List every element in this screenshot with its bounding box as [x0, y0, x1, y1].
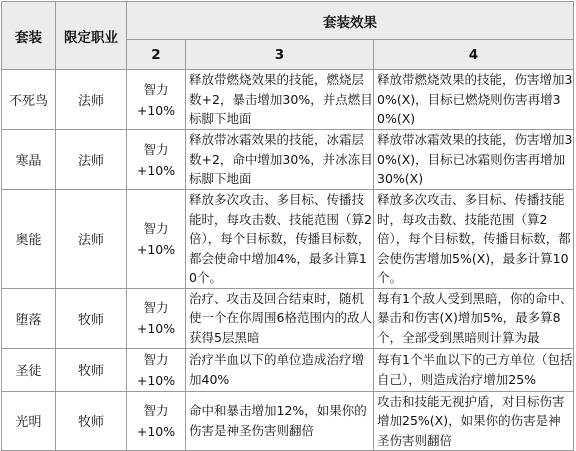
header-four-piece: 4 [374, 40, 574, 70]
table-row [2, 288, 574, 348]
header-three-piece: 3 [186, 40, 374, 70]
set-name: 光明 [2, 391, 56, 451]
set-class: 法师 [56, 130, 127, 190]
two-piece-bonus [127, 190, 186, 289]
header-set: 套装 [2, 2, 56, 70]
three-piece-bonus: 释放带冰霜效果的技能，冰霜层数+2，命中增加30%，并冰冻目标脚下地面 [186, 130, 374, 190]
two-piece-stat: 智力 [143, 351, 169, 367]
table-row [2, 348, 574, 391]
set-class: 牧师 [56, 348, 127, 391]
three-piece-bonus: 治疗、攻击及回合结束时，随机使一个在你周围6格范围内的敌人获得5层黑暗 [186, 288, 374, 348]
two-piece-bonus [127, 130, 186, 190]
header-row-main [2, 2, 574, 40]
set-bonus-table-container [1, 1, 574, 451]
table-row [2, 391, 574, 451]
table-row [2, 130, 574, 190]
set-class: 牧师 [56, 288, 127, 348]
four-piece-bonus: 释放带燃烧效果的技能，伤害增加30%(X)，目标已燃烧则伤害再增30%(X) [374, 70, 574, 130]
two-piece-bonus [127, 288, 186, 348]
two-piece-stat: 智力 [143, 141, 169, 157]
four-piece-bonus: 攻击和技能无视护盾，对目标伤害增加25%(X)，如果你的伤害是神圣伤害则翻倍 [374, 391, 574, 451]
four-piece-bonus: 释放多次攻击、多目标、传播技能时，每攻击数、技能范围（算2倍），每个目标数，传播目标数，都会使伤害增加5%(X)，最多计算10个。 [374, 190, 574, 289]
two-piece-value: +10% [136, 372, 176, 388]
two-piece-value: +10% [136, 241, 176, 257]
four-piece-bonus: 每有1个半血以下的己方单位（包括自己），则造成治疗增加25% [374, 348, 574, 391]
header-two-piece: 2 [127, 40, 186, 70]
two-piece-bonus [127, 391, 186, 451]
table-row [2, 70, 574, 130]
set-name: 圣徒 [2, 348, 56, 391]
set-class: 法师 [56, 190, 127, 289]
four-piece-bonus: 释放带冰霜效果的技能，伤害增加30%(X)，目标已冰霜则伤害再增加30%(X) [374, 130, 574, 190]
two-piece-value: +10% [136, 102, 176, 118]
two-piece-bonus [127, 70, 186, 130]
two-piece-stat: 智力 [143, 300, 169, 315]
three-piece-bonus: 释放带燃烧效果的技能，燃烧层数+2，暴击增加30%，并点燃目标脚下地面 [186, 70, 374, 130]
set-name: 不死鸟 [2, 70, 56, 130]
two-piece-value: +10% [136, 162, 176, 178]
three-piece-bonus: 命中和暴击增加12%，如果你的伤害是神圣伤害则翻倍 [186, 391, 374, 451]
set-name: 堕落 [2, 288, 56, 348]
three-piece-bonus: 治疗半血以下的单位造成治疗增加40% [186, 348, 374, 391]
set-name: 寒晶 [2, 130, 56, 190]
header-effect: 套装效果 [127, 2, 574, 40]
two-piece-value: +10% [136, 321, 176, 336]
header-class: 限定职业 [56, 2, 127, 70]
two-piece-bonus [127, 348, 186, 391]
three-piece-bonus: 释放多次攻击、多目标、传播技能时，每攻击数、技能范围（算2倍），每个目标数，传播目标数，都会使命中增加4%，最多计算10个。 [186, 190, 374, 289]
four-piece-bonus: 每有1个敌人受到黑暗，你的命中、暴击和伤害(X)增加5%，最多算8个，全部受到黑暗则计算为最 [374, 288, 574, 348]
two-piece-stat: 智力 [143, 220, 169, 236]
set-name: 奥能 [2, 190, 56, 289]
set-class: 牧师 [56, 391, 127, 451]
table-row [2, 190, 574, 289]
two-piece-stat: 智力 [143, 402, 169, 418]
set-class: 法师 [56, 70, 127, 130]
two-piece-value: +10% [136, 423, 176, 439]
set-bonus-table [1, 1, 574, 451]
two-piece-stat: 智力 [143, 81, 169, 97]
